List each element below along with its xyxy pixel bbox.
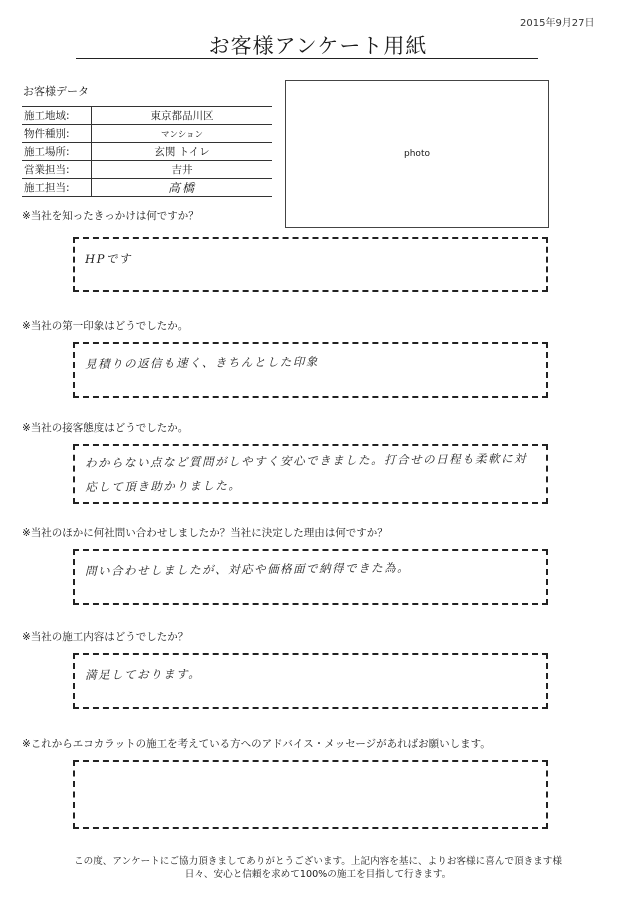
answer-text-5: 満足しております。 xyxy=(85,666,202,682)
info-row-sales-rep xyxy=(22,161,272,179)
answer-box-2 xyxy=(73,342,548,398)
question-1: ※当社を知ったきっかけは何ですか？ xyxy=(22,210,199,222)
info-value: 東京都品川区 xyxy=(150,110,214,122)
answer-text-2: 見積りの返信も速く、きちんとした印象 xyxy=(85,354,319,371)
answer-text-4: 問い合わせしましたが、対応や価格面で納得できた為。 xyxy=(85,560,411,578)
answer-box-6 xyxy=(73,760,548,829)
survey-date: 2015年9月27日 xyxy=(520,18,595,29)
info-row-installer xyxy=(22,179,272,197)
answer-text-3: わからない点など質問がしやすく安心できました。打合せの日程も柔軟に対応して頂き助かりました。 xyxy=(85,451,528,494)
info-label: 施工担当: xyxy=(22,179,92,196)
answer-box-3 xyxy=(73,444,548,504)
question-2: ※当社の第一印象はどうでしたか。 xyxy=(22,320,189,332)
answer-box-1 xyxy=(73,237,548,292)
question-4: ※当社のほかに何社問い合わせしましたか？当社に決定した理由は何ですか？ xyxy=(22,527,388,539)
info-label: 営業担当: xyxy=(22,161,92,178)
info-row-location xyxy=(22,143,272,161)
question-5: ※当社の施工内容はどうでしたか？ xyxy=(22,631,189,643)
question-3: ※当社の接客態度はどうでしたか。 xyxy=(22,422,189,434)
customer-data-heading: お客様データ xyxy=(23,85,89,98)
info-label: 施工地域: xyxy=(22,107,92,124)
photo-label: photo xyxy=(404,149,430,159)
info-label: 施工場所: xyxy=(22,143,92,160)
customer-data-table xyxy=(22,106,272,197)
answer-box-4 xyxy=(73,549,548,605)
question-6: ※これからエコカラットの施工を考えている方へのアドバイス・メッセージがあればお願いします。 xyxy=(22,738,491,750)
answer-text-1: HPです xyxy=(85,251,132,266)
info-row-area xyxy=(22,107,272,125)
answer-box-5 xyxy=(73,653,548,709)
answer-text-6 xyxy=(85,765,536,770)
info-value: マンション xyxy=(160,129,204,140)
info-value: 高橋 xyxy=(167,181,196,195)
info-label: 物件種別: xyxy=(22,125,92,142)
title-underline xyxy=(76,58,538,59)
page-title: お客様アンケート用紙 xyxy=(208,34,428,58)
info-row-property-type xyxy=(22,125,272,143)
info-value: 玄関 トイレ xyxy=(154,146,210,158)
footer-message xyxy=(0,855,636,881)
footer-line-1: この度、アンケートにご協力頂きましてありがとうございます。上記内容を基に、よりお客様に喜んで頂きます様 xyxy=(74,856,562,867)
info-value: 吉井 xyxy=(171,164,193,176)
footer-line-2: 日々、安心と信頼を求めて100%の施工を目指して行きます。 xyxy=(184,869,452,880)
photo-placeholder xyxy=(285,80,549,228)
